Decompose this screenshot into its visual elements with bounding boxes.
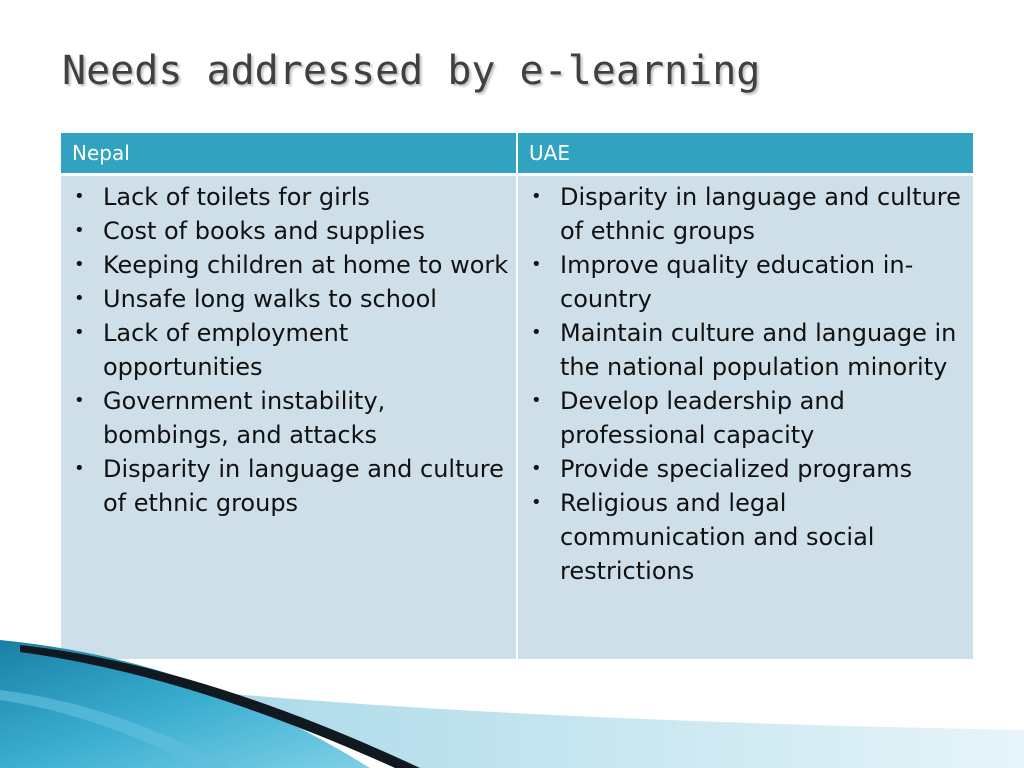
list-item	[529, 248, 967, 316]
list-item-text: Government instability, bombings, and attacks	[103, 387, 386, 449]
list-item-text: Provide specialized programs	[560, 455, 913, 483]
column-header-nepal: Nepal	[61, 133, 517, 175]
bullet-dot-icon: •	[531, 186, 542, 207]
bullet-dot-icon: •	[74, 254, 85, 275]
nepal-cell	[61, 175, 517, 660]
column-header-uae: UAE	[517, 133, 973, 175]
list-item-text: Cost of books and supplies	[103, 217, 425, 245]
uae-needs-list	[529, 180, 967, 588]
list-item	[72, 214, 510, 248]
list-item-text: Disparity in language and culture of ethnic groups	[103, 455, 504, 517]
list-item-text: Develop leadership and professional capacity	[560, 387, 845, 449]
list-item	[529, 452, 967, 486]
bullet-dot-icon: •	[74, 458, 85, 479]
list-item	[529, 486, 967, 588]
table-header-row	[61, 133, 973, 175]
list-item-text: Lack of toilets for girls	[103, 183, 370, 211]
dark-sweep	[20, 645, 420, 768]
bullet-dot-icon: •	[74, 288, 85, 309]
list-item	[72, 282, 510, 316]
table-row	[61, 175, 973, 660]
uae-cell	[517, 175, 973, 660]
bullet-dot-icon: •	[74, 186, 85, 207]
teal-wave	[0, 640, 370, 768]
bullet-dot-icon: •	[531, 458, 542, 479]
list-item-text: Disparity in language and culture of ethnic groups	[560, 183, 961, 245]
list-item-text: Improve quality education in-country	[560, 251, 914, 313]
list-item	[72, 248, 510, 282]
list-item-text: Unsafe long walks to school	[103, 285, 437, 313]
list-item	[529, 180, 967, 248]
list-item	[529, 384, 967, 452]
bullet-dot-icon: •	[531, 390, 542, 411]
bullet-dot-icon: •	[531, 254, 542, 275]
pale-blue-swoosh	[190, 690, 1024, 768]
list-item-text: Maintain culture and language in the national population minority	[560, 319, 957, 381]
bullet-dot-icon: •	[74, 220, 85, 241]
list-item-text: Lack of employment opportunities	[103, 319, 349, 381]
list-item	[72, 316, 510, 384]
list-item	[72, 384, 510, 452]
list-item	[72, 180, 510, 214]
list-item	[72, 452, 510, 520]
needs-table	[61, 133, 973, 659]
highlight-curve	[0, 690, 230, 768]
bullet-dot-icon: •	[531, 322, 542, 343]
bullet-dot-icon: •	[74, 322, 85, 343]
slide-title: Needs addressed by e-learning	[62, 48, 761, 94]
nepal-needs-list	[72, 180, 510, 520]
list-item	[529, 316, 967, 384]
bullet-dot-icon: •	[74, 390, 85, 411]
bullet-dot-icon: •	[531, 492, 542, 513]
list-item-text: Religious and legal communication and social restrictions	[560, 489, 875, 585]
list-item-text: Keeping children at home to work	[103, 251, 509, 279]
